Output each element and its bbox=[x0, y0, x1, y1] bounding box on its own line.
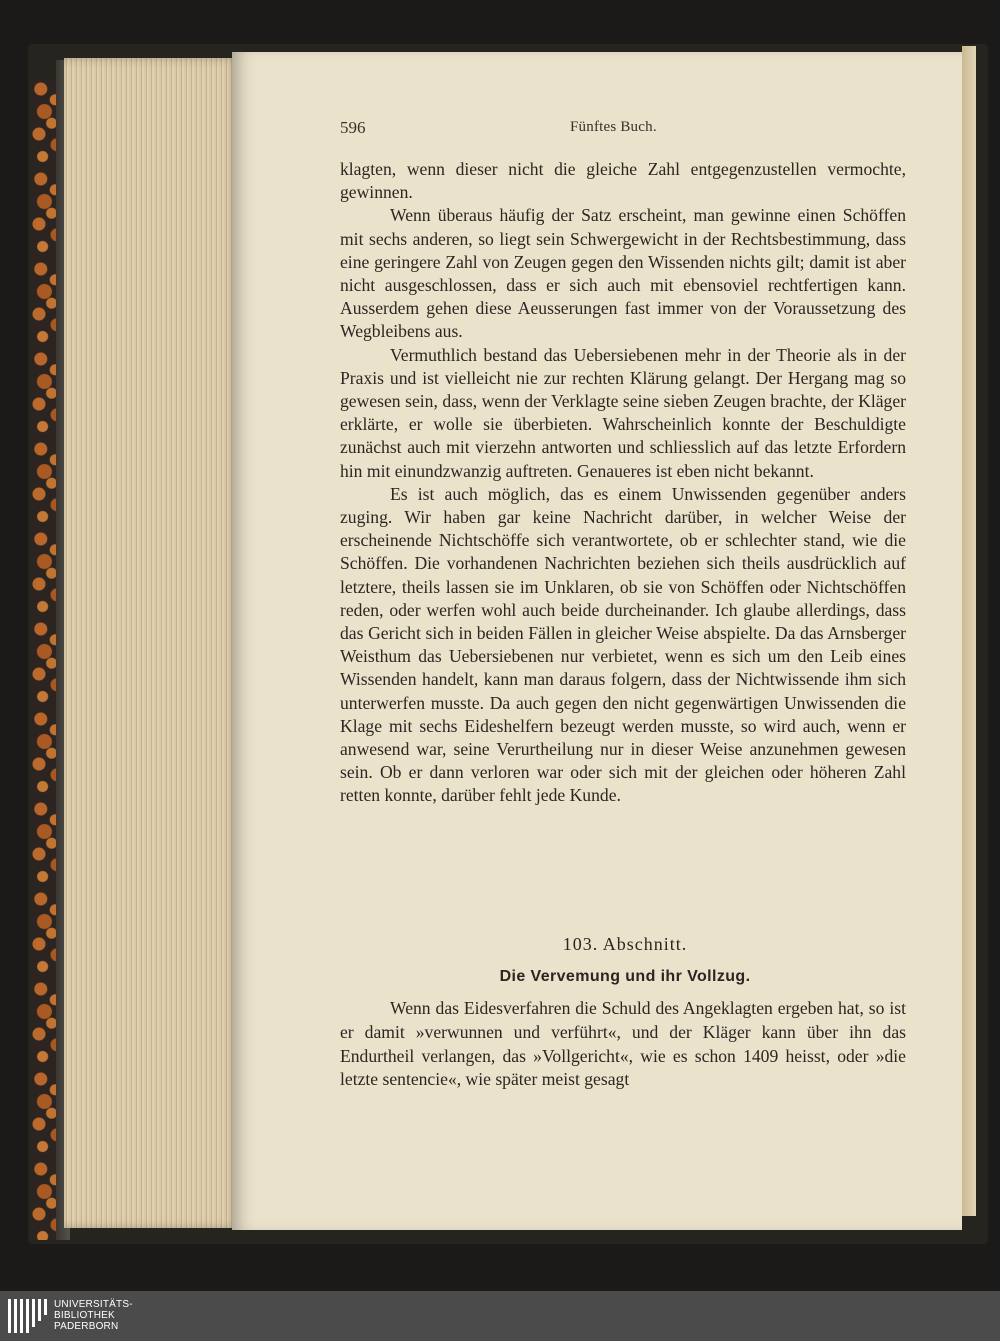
footer-bar bbox=[0, 1291, 1000, 1341]
library-name-line: PADERBORN bbox=[54, 1321, 119, 1332]
paragraph: Es ist auch möglich, das es einem Unwissenden gegenüber anders zuging. Wir haben gar keine Nachricht darüber, in welcher Weise der erscheinende Nichtschöffe sich verantwortete, ob er schlechter stand, wie die Schöffen. Die vorhandenen Nachrichten beziehen sich theils ausdrücklich auf letztere, theils lassen sie im Unklaren, ob sie von Schöffen oder Nichtschöffen reden, oder werfen wohl auch beide durcheinander. Ich glaube allerdings, dass das Gericht sich in beiden Fällen in gleicher Weise abspielte. Da das Arnsberger Weisthum das Uebersiebenen nur verbietet, wenn es sich um den Leib eines Wissenden handelt, kann man daraus folgern, dass der Nichtwissende ihm sich unterwerfen musste. Da auch gegen den nicht gegenwärtigen Unwissenden die Klage mit sechs Eideshelfern bezeugt werden musste, so wird auch, wenn er anwesend war, seine Verurtheilung nur in dieser Weise anzunehmen gewesen sein. Ob er dann verloren war oder sich mit der gleichen oder höheren Zahl retten konnte, darüber fehlt jede Kunde. bbox=[340, 483, 906, 806]
body-text bbox=[340, 158, 906, 808]
facing-page-edge bbox=[962, 46, 976, 1216]
page-stack bbox=[64, 58, 240, 1228]
paragraph: klagten, wenn dieser nicht die gleiche Zahl entgegenzustellen vermochte, gewinnen. bbox=[340, 159, 906, 203]
paragraph: Wenn überaus häufig der Satz erscheint, man gewinne einen Schöffen mit sechs anderen, so liegt sein Schwergewicht in der Rechtsbestimmung, dass eine geringere Zahl von Zeugen gegen den Wissenden nichts gilt; damit ist aber nicht ausgeschlossen, dass er sich auch mit ebensoviel rechtfertigen kann. Ausserdem gehen diese Aeusserungen fast immer von der Voraussetzung des Wegbleibens aus. bbox=[340, 205, 906, 342]
page-header bbox=[340, 118, 910, 142]
library-name bbox=[54, 1299, 133, 1332]
running-head: Fünftes Buch. bbox=[570, 119, 657, 135]
section-body-text bbox=[340, 997, 906, 1092]
paragraph: Wenn das Eidesverfahren die Schuld des Angeklagten ergeben hat, so ist er damit »verwunnen und verführt«, und der Kläger kann über ihn das Endurtheil verlangen, das »Vollgericht«, wie es schon 1409 heisst, oder »die letzte sentencie«, wie später meist gesagt bbox=[340, 998, 906, 1090]
library-logo-icon bbox=[6, 1297, 50, 1335]
library-name-line: BIBLIOTHEK bbox=[54, 1310, 115, 1321]
library-name-line: UNIVERSITÄTS- bbox=[54, 1299, 133, 1310]
section-heading: 103. Abschnitt. bbox=[562, 934, 688, 954]
page-number: 596 bbox=[340, 118, 366, 137]
section-title: Die Vervemung und ihr Vollzug. bbox=[499, 968, 751, 985]
paragraph: Vermuthlich bestand das Uebersiebenen mehr in der Theorie als in der Praxis und ist vielleicht nie zur rechten Klärung gelangt. Der Hergang mag so gewesen sein, dass, wenn der Verklagte seine sieben Zeugen brachte, der Kläger erklärte, er wolle sie überbieten. Wahrscheinlich konnte der Beschuldigte zunächst auch mit vierzehn antworten und schliesslich auf das letzte Erfordern hin mit einundzwanzig auftreten. Genaueres ist eben nicht bekannt. bbox=[340, 344, 906, 481]
